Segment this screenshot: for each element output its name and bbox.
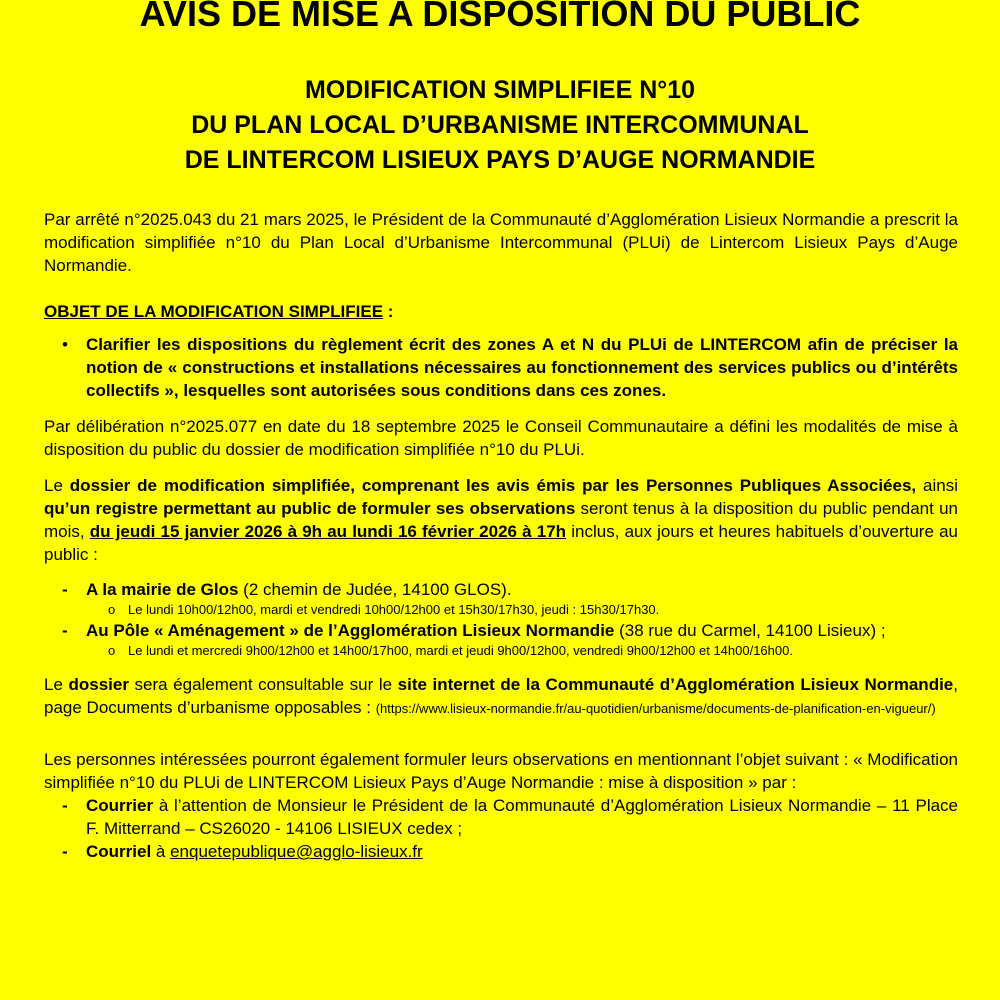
contact-item xyxy=(44,794,958,840)
subtitle-line: MODIFICATION SIMPLIFIEE N°10 xyxy=(304,76,696,104)
subtitle-line: DE LINTERCOM LISIEUX PAYS D’AUGE NORMANDIE xyxy=(184,146,816,174)
observations-paragraph: Les personnes intéressées pourront également formuler leurs observations en mentionnant l’objet suivant : « Modification simplifiée n°10 du PLUi de LINTERCOM Lisieux Pays d’Auge Normandie : mise à disposition » par : xyxy=(44,750,958,792)
hours-item xyxy=(86,601,958,619)
dossier-text: seront tenus à la disposition du public pendant un mois, xyxy=(44,499,958,541)
objet-list xyxy=(44,333,958,402)
locations-list xyxy=(44,578,958,660)
bullet-icon: • xyxy=(62,335,68,354)
registre-bold: qu’un registre permettant au public de formuler ses observations xyxy=(44,499,576,518)
deliberation-paragraph: Par délibération n°2025.077 en date du 18 septembre 2025 le Conseil Communautaire a défini les modalités de mise à disposition du public du dossier de modification simplifiée n°10 du PLUi. xyxy=(44,417,958,459)
dash-icon: - xyxy=(62,796,68,815)
notice-body xyxy=(44,208,958,863)
dossier-paragraph xyxy=(44,474,958,566)
email-link[interactable]: enquetepublique@agglo-lisieux.fr xyxy=(170,842,423,861)
location-name: A la mairie de Glos xyxy=(86,580,239,599)
location-name: Au Pôle « Aménagement » de l’Agglomération Lisieux Normandie xyxy=(86,621,615,640)
website-url: (https://www.lisieux-normandie.fr/au-quotidien/urbanisme/documents-de-planification-en-vigueur/) xyxy=(375,701,936,716)
website-text: , page Documents d’urbanisme opposables : xyxy=(44,675,958,717)
location-address: (2 chemin de Judée, 14100 GLOS). xyxy=(238,580,512,599)
hours-list xyxy=(86,601,958,619)
dossier-text: ainsi xyxy=(916,476,958,495)
intro-paragraph: Par arrêté n°2025.043 du 21 mars 2025, le Président de la Communauté d’Agglomération Lisieux Normandie a prescrit la modification simplifiée n°10 du Plan Local d’Urbanisme Intercommunal (PLUi) de Lintercom Lisieux Pays d’Auge Normandie. xyxy=(44,210,958,275)
website-bold: site internet de la Communauté d’Agglomération Lisieux Normandie xyxy=(397,675,954,694)
hours-list xyxy=(86,642,958,660)
dossier-text: Le xyxy=(44,476,70,495)
dossier-bold: dossier de modification simplifiée, comprenant les avis émis par les Personnes Publiques Associées, xyxy=(69,476,917,495)
contact-label: Courriel xyxy=(86,842,152,861)
website-text: Le xyxy=(44,675,69,694)
dash-icon: - xyxy=(62,580,68,599)
main-title: AVIS DE MISE A DISPOSITION DU PUBLIC xyxy=(139,0,861,34)
hours-item xyxy=(86,642,958,660)
dossier-text: inclus, aux jours et heures habituels d’ouverture au public : xyxy=(44,522,958,564)
contact-list xyxy=(44,794,958,863)
location-item xyxy=(44,619,958,660)
dates-period: du jeudi 15 janvier 2026 à 9h au lundi 16 février 2026 à 17h xyxy=(89,522,567,541)
circle-bullet-icon: o xyxy=(108,602,116,617)
contact-text: à xyxy=(151,842,171,861)
objet-title-suffix: : xyxy=(383,302,394,321)
contact-text: à l’attention de Monsieur le Président de la Communauté d’Agglomération Lisieux Normandie – 11 Place F. Mitterrand – CS26020 - 14106 LISIEUX cedex ; xyxy=(86,796,958,838)
contact-item xyxy=(44,840,958,863)
list-item xyxy=(44,333,958,402)
location-address: (38 rue du Carmel, 14100 Lisieux) ; xyxy=(614,621,886,640)
hours-text: Le lundi et mercredi 9h00/12h00 et 14h00/17h00, mardi et jeudi 9h00/12h00, vendredi 9h00/12h00 et 14h00/16h00. xyxy=(128,643,793,658)
contact-label: Courrier xyxy=(86,796,154,815)
subtitle xyxy=(0,73,1000,178)
objet-bullet-text: Clarifier les dispositions du règlement écrit des zones A et N du PLUi de LINTERCOM afin de préciser la notion de « constructions et installations nécessaires au fonctionnement des services publics ou d’intérêts collectifs », lesquelles sont autorisées sous conditions dans ces zones. xyxy=(86,335,958,400)
website-paragraph xyxy=(44,673,958,720)
website-text: sera également consultable sur le xyxy=(128,675,398,694)
dash-icon: - xyxy=(62,842,68,861)
hours-text: Le lundi 10h00/12h00, mardi et vendredi 10h00/12h00 et 15h30/17h30, jeudi : 15h30/17h30. xyxy=(128,602,660,617)
subtitle-line: DU PLAN LOCAL D’URBANISME INTERCOMMUNAL xyxy=(191,111,809,139)
location-item xyxy=(44,578,958,619)
circle-bullet-icon: o xyxy=(108,643,116,658)
dash-icon: - xyxy=(62,621,68,640)
website-bold: dossier xyxy=(68,675,129,694)
objet-title: OBJET DE LA MODIFICATION SIMPLIFIEE xyxy=(44,302,384,321)
objet-heading xyxy=(44,300,958,323)
